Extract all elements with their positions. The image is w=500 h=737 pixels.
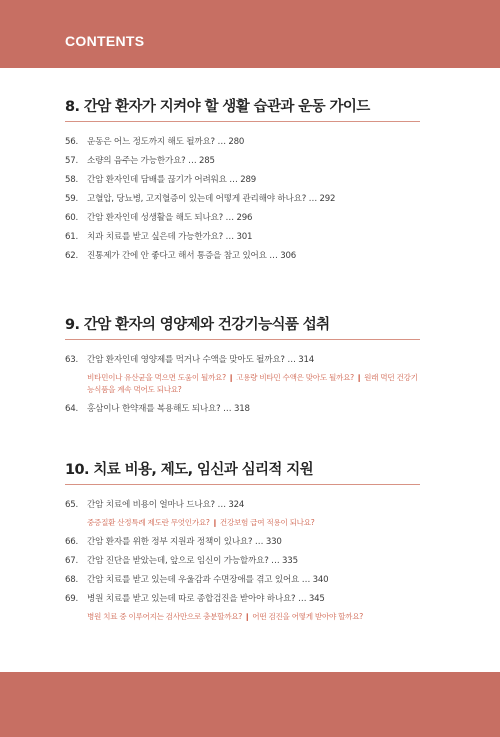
toc-entry[interactable] — [65, 136, 420, 148]
entry-number: 57. — [65, 156, 79, 166]
entry-number: 62. — [65, 251, 79, 261]
section-divider — [65, 339, 420, 340]
entry-text: 홍삼이나 한약재를 복용해도 되나요? … 318 — [87, 404, 250, 414]
toc-entry[interactable] — [65, 250, 420, 262]
entry-number: 58. — [65, 175, 79, 185]
entry-text: 간암 환자인데 성생활을 해도 되나요? … 296 — [87, 213, 253, 223]
toc-entry[interactable] — [65, 354, 420, 366]
toc-entry[interactable] — [65, 174, 420, 186]
entry-text: 간암 환자인데 영양제를 먹거나 수액을 맞아도 될까요? … 314 — [87, 355, 315, 365]
toc-entry[interactable] — [65, 212, 420, 224]
entry-number: 69. — [65, 594, 79, 604]
toc-entry[interactable] — [65, 555, 420, 567]
entry-subtopics: 비타민이나 유산균을 먹으면 도움이 될까요? ❙ 고용량 비타민 수액은 맞아도 될까요? ❙ 원래 먹던 건강기능식품을 계속 먹어도 되나요? — [87, 373, 418, 394]
section-title: 10. 치료 비용, 제도, 임신과 심리적 지원 — [65, 462, 314, 478]
toc-section-8 — [65, 96, 420, 269]
section-divider — [65, 121, 420, 122]
entry-number: 67. — [65, 556, 79, 566]
entry-number: 65. — [65, 500, 79, 510]
entry-number: 64. — [65, 404, 79, 414]
entry-number: 63. — [65, 355, 79, 365]
section-title: 8. 간암 환자가 지켜야 할 생활 습관과 운동 가이드 — [65, 99, 370, 115]
entry-text: 고혈압, 당뇨병, 고지혈증이 있는데 어떻게 관리해야 하나요? … 292 — [87, 194, 336, 204]
contents-label: CONTENTS — [65, 33, 145, 49]
footer-band — [0, 672, 500, 737]
entry-text: 간암 환자를 위한 정부 지원과 정책이 있나요? … 330 — [87, 537, 282, 547]
toc-section-9 — [65, 314, 420, 422]
entry-number: 59. — [65, 194, 79, 204]
toc-entry[interactable] — [65, 574, 420, 586]
toc-section-10 — [65, 459, 420, 630]
entry-text: 치과 치료를 받고 싶은데 가능한가요? … 301 — [87, 232, 253, 242]
entry-text: 병원 치료를 받고 있는데 따로 종합검진을 받아야 하나요? … 345 — [87, 594, 325, 604]
toc-entry[interactable] — [65, 193, 420, 205]
entry-text: 진통제가 간에 안 좋다고 해서 통증을 참고 있어요 … 306 — [87, 251, 297, 261]
toc-entry[interactable] — [65, 155, 420, 167]
toc-entry[interactable] — [65, 231, 420, 243]
section-divider — [65, 484, 420, 485]
entry-number: 66. — [65, 537, 79, 547]
entry-number: 56. — [65, 137, 79, 147]
section-title: 9. 간암 환자의 영양제와 건강기능식품 섭취 — [65, 317, 330, 333]
toc-entry[interactable] — [65, 499, 420, 511]
toc-entry[interactable] — [65, 403, 420, 415]
entry-text: 운동은 어느 정도까지 해도 될까요? … 280 — [87, 137, 245, 147]
entry-text: 간암 진단을 받았는데, 앞으로 임신이 가능할까요? … 335 — [87, 556, 298, 566]
toc-entry[interactable] — [65, 593, 420, 605]
entry-text: 간암 환자인데 담배를 끊기가 어려워요 … 289 — [87, 175, 257, 185]
entry-number: 61. — [65, 232, 79, 242]
entry-subtopics: 중증질환 산정특례 제도란 무엇인가요? ❙ 건강보험 급여 적용이 되나요? — [87, 518, 315, 527]
entry-subtopics: 병원 치료 중 이루어지는 검사만으로 충분할까요? ❙ 어떤 검진을 어떻게 받아야 할까요? — [87, 612, 363, 621]
toc-entry[interactable] — [65, 536, 420, 548]
entry-text: 간암 치료를 받고 있는데 우울감과 수면장애를 겪고 있어요 … 340 — [87, 575, 329, 585]
entry-text: 소량의 음주는 가능한가요? … 285 — [87, 156, 215, 166]
entry-text: 간암 치료에 비용이 얼마나 드나요? … 324 — [87, 500, 245, 510]
entry-number: 68. — [65, 575, 79, 585]
entry-number: 60. — [65, 213, 79, 223]
